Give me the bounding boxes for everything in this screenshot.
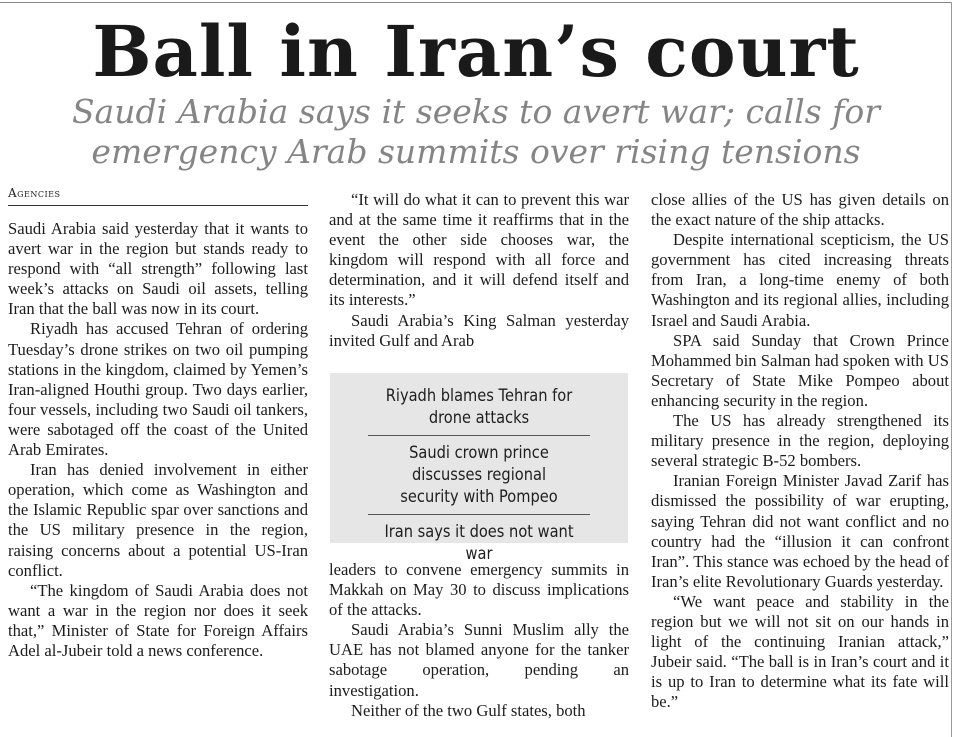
paragraph: “The kingdom of Saudi Arabia does not want a war in the region nor does it seek that,” Minister of State for Foreign Affairs Adel al-Jubeir told a news conference. (8, 580, 308, 660)
subheadline (0, 92, 952, 172)
paragraph: Saudi Arabia’s King Salman yesterday invited Gulf and Arab (329, 310, 629, 350)
paragraph: The US has already strengthened its military presence in the region, deploying several strategic B-52 bombers. (651, 411, 949, 471)
top-border-rule (0, 2, 952, 3)
paragraph: close allies of the US has given details on the exact nature of the ship attacks. (651, 190, 949, 230)
pullout-item-3: Iran says it does not want war (384, 522, 574, 564)
paragraph: leaders to convene emergency summits in Makkah on May 30 to discuss implications of the attacks. (329, 560, 629, 620)
pullout-box (330, 373, 628, 564)
column-1 (8, 219, 308, 661)
headline: Ball in Iran’s court (92, 10, 860, 93)
byline: Agencies (8, 186, 61, 200)
pullout-item-2: Saudi crown prince discusses regional security with Pompeo (400, 443, 558, 507)
paragraph: Saudi Arabia’s Sunni Muslim ally the UAE has not blamed anyone for the tanker sabotage operation, pending an investigation. (329, 620, 629, 700)
paragraph: SPA said Sunday that Crown Prince Mohammed bin Salman had spoken with US Secretary of State Mike Pompeo about enhancing security in the region. (651, 330, 949, 410)
column-2-top (329, 190, 629, 351)
subheadline-line-2: emergency Arab summits over rising tensions (91, 132, 861, 171)
column-2-bottom (329, 560, 629, 721)
paragraph: “We want peace and stability in the region but we will not sit on our hands in light of the continuing Iranian attack,” Jubeir said. “The ball is in Iran’s court and it is up to Iran to determine what its fate will be.” (651, 591, 949, 712)
pullout-item-1: Riyadh blames Tehran for drone attacks (385, 386, 573, 428)
column-3 (651, 190, 949, 712)
paragraph: Saudi Arabia said yesterday that it wants to avert war in the region but stands ready to respond with “all strength” following last week’s attacks on Saudi oil assets, telling Iran that the ball was now in its court. (8, 219, 308, 319)
subheadline-line-1: Saudi Arabia says it seeks to avert war; calls for (71, 92, 881, 131)
paragraph: “It will do what it can to prevent this war and at the same time it reaffirms that in the event the other side chooses war, the kingdom will respond with all force and determination, and it will defend itself and its interests.” (329, 190, 629, 310)
paragraph: Neither of the two Gulf states, both (351, 700, 586, 720)
paragraph: Riyadh has accused Tehran of ordering Tuesday’s drone strikes on two oil pumping stations in the kingdom, claimed by Yemen’s Iran-aligned Houthi group. Two days earlier, four vessels, including two Saudi oil tankers, were sabotaged off the coast of the United Arab Emirates. (8, 319, 308, 460)
pullout-divider (368, 435, 590, 436)
paragraph: Despite international scepticism, the US government has cited increasing threats from Iran, a long-time enemy of both Washington and its regional allies, including Israel and Saudi Arabia. (651, 230, 949, 330)
paragraph: Iran has denied involvement in either operation, which come as Washington and the Islamic Republic spar over sanctions and the US military presence in the region, raising concerns about a potential US-Iran conflict. (8, 460, 308, 580)
byline-divider (8, 205, 308, 206)
paragraph: Iranian Foreign Minister Javad Zarif has dismissed the possibility of war erupting, saying Tehran did not want conflict and no country had the “illusion it can confront Iran”. This stance was echoed by the head of Iran’s elite Revolutionary Guards yesterday. (651, 471, 949, 591)
pullout-divider (368, 514, 590, 515)
